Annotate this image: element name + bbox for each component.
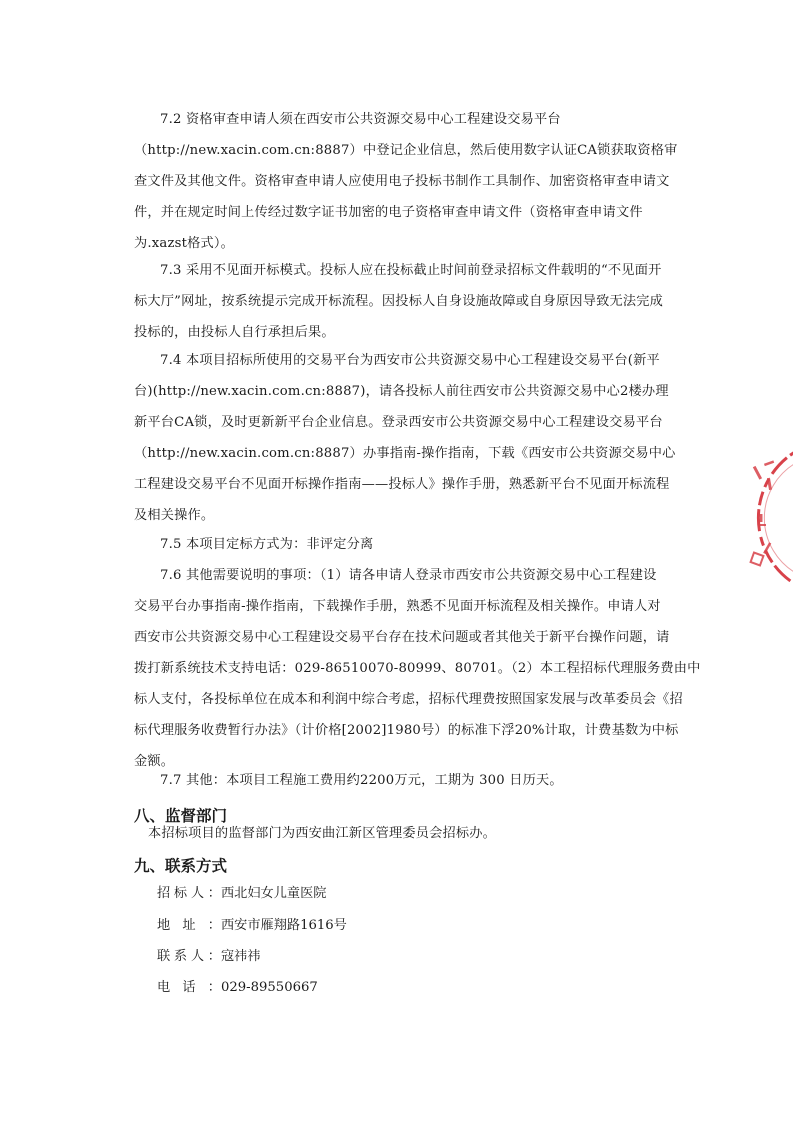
contact-value: 西安市雁翔路1616号 (221, 918, 347, 933)
paragraph-line: 7.7 其他：本项目工程施工费用约2200万元，工期为 300 日历天。 (160, 773, 563, 788)
paragraph-7-2 (134, 104, 694, 259)
paragraph-line: 工程建设交易平台不见面开标操作指南——投标人》操作手册，熟悉新平台不见面开标流程 (134, 477, 670, 492)
section-heading-contact: 九、联系方式 (134, 857, 228, 875)
paragraph-7-4 (134, 345, 694, 531)
paragraph-line: （http://new.xacin.com.cn:8887）中登记企业信息，然后使用数字认证CA锁获取资格审 (134, 143, 678, 158)
contact-row-person (157, 945, 261, 964)
contact-row-tenderer (157, 882, 327, 901)
paragraph-line: 7.5 本项目定标方式为：非评定分离 (160, 537, 374, 552)
paragraph-line: 7.4 本项目招标所使用的交易平台为西安市公共资源交易中心工程建设交易平台(新平 (160, 353, 660, 368)
contact-label: 招标人： (157, 886, 221, 901)
contact-row-address (157, 914, 347, 933)
paragraph-line: 本招标项目的监督部门为西安曲江新区管理委员会招标办。 (148, 826, 497, 841)
paragraph-line: 件，并在规定时间上传经过数字证书加密的电子资格审查申请文件（资格审查申请文件 (134, 205, 643, 220)
paragraph-7-3 (134, 255, 694, 348)
contact-value: 西北妇女儿童医院 (221, 886, 327, 901)
paragraph-7-7 (134, 765, 694, 796)
paragraph-line: 为.xazst格式）。 (134, 236, 235, 251)
paragraph-line: 7.6 其他需要说明的事项：（1）请各申请人登录市西安市公共资源交易中心工程建设 (160, 568, 657, 583)
paragraph-line: 新平台CA锁，及时更新新平台企业信息。登录西安市公共资源交易中心工程建设交易平台 (134, 415, 663, 430)
paragraph-7-6 (134, 560, 701, 777)
paragraph-line: 及相关操作。 (134, 508, 215, 523)
paragraph-line: 查文件及其他文件。资格审查申请人应使用电子投标书制作工具制作、加密资格审查申请文 (134, 174, 670, 189)
contact-value: 029-89550667 (221, 980, 318, 995)
paragraph-line: （http://new.xacin.com.cn:8887）办事指南-操作指南，下载《西安市公共资源交易中心 (134, 446, 676, 461)
paragraph-line: 交易平台办事指南-操作指南，下载操作手册，熟悉不见面开标流程及相关操作。申请人对 (134, 599, 661, 614)
section-heading-supervision: 八、监督部门 (134, 807, 228, 825)
red-seal-stamp-icon (742, 438, 793, 598)
contact-label: 电话： (157, 980, 221, 995)
paragraph-line: 标人支付，各投标单位在成本和利润中综合考虑，招标代理费按照国家发展与改革委员会《招 (134, 692, 683, 707)
contact-value: 寇祎祎 (221, 949, 261, 964)
contact-row-phone (157, 976, 318, 995)
paragraph-line: 7.3 采用不见面开标模式。投标人应在投标截止时间前登录招标文件载明的“不见面开 (160, 263, 662, 278)
paragraph-line: 标大厅”网址，按系统提示完成开标流程。因投标人自身设施故障或自身原因导致无法完成 (134, 294, 664, 309)
paragraph-line: 台)(http://new.xacin.com.cn:8887)，请各投标人前往西安市公共资源交易中心2楼办理 (134, 384, 669, 399)
contact-label: 地址： (157, 918, 221, 933)
paragraph-line: 拨打新系统技术支持电话：029-86510070-80999、80701。（2）本工程招标代理服务费由中 (134, 661, 701, 676)
paragraph-7-5 (134, 529, 694, 560)
contact-label: 联系人： (157, 949, 221, 964)
paragraph-line: 投标的，由投标人自行承担后果。 (134, 325, 335, 340)
paragraph-line: 7.2 资格审查申请人须在西安市公共资源交易中心工程建设交易平台 (160, 112, 561, 127)
paragraph-line: 标代理服务收费暂行办法》（计价格[2002]1980号）的标准下浮20%计取，计费基数为中标 (134, 723, 679, 738)
paragraph-line: 西安市公共资源交易中心工程建设交易平台存在技术问题或者其他关于新平台操作问题，请 (134, 630, 670, 645)
supervision-text (134, 822, 694, 846)
paragraph-line: 金额。 (134, 754, 175, 769)
